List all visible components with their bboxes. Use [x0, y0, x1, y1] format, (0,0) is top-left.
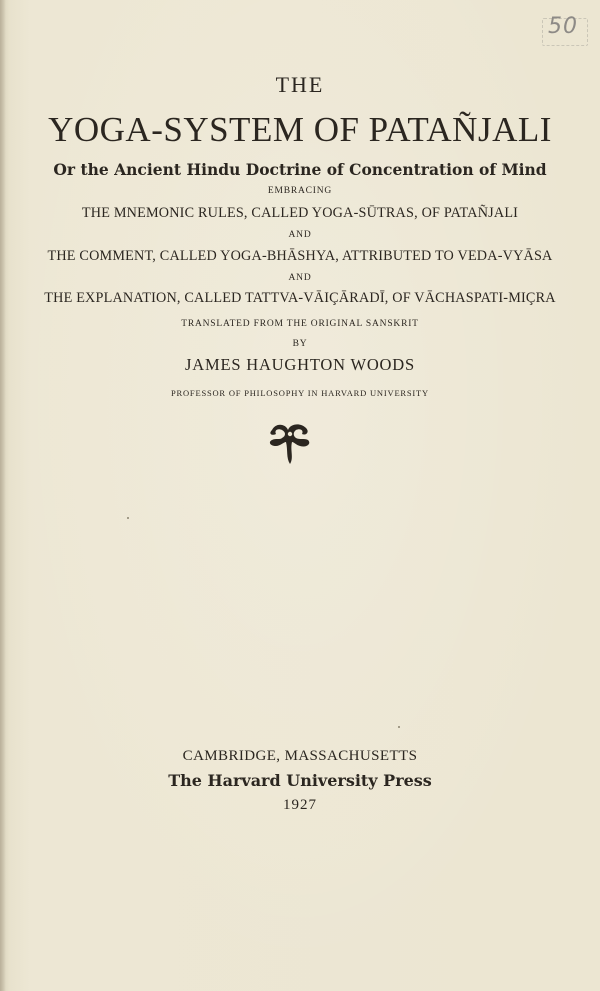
- content-line-explanation: THE EXPLANATION, CALLED TATTVA-VĀIÇĀRADĪ, OF VĀCHASPATI-MIÇRA: [44, 290, 556, 306]
- embracing-label: EMBRACING: [267, 186, 333, 196]
- by-label: BY: [292, 339, 308, 349]
- book-subtitle: Or the Ancient Hindu Doctrine of Concentration of Mind: [53, 160, 547, 179]
- publisher-name: The Harvard University Press: [168, 771, 432, 790]
- title-article: THE: [275, 72, 325, 97]
- fleuron-icon: [266, 420, 314, 466]
- and-label-2: AND: [288, 273, 312, 283]
- content-line-bhashya: THE COMMENT, CALLED YOGA-BHĀSHYA, ATTRIBUTED TO VEDA-VYĀSA: [47, 248, 553, 264]
- author-affiliation: PROFESSOR OF PHILOSOPHY IN HARVARD UNIVERSITY: [170, 388, 429, 398]
- translation-note: TRANSLATED FROM THE ORIGINAL SANSKRIT: [181, 319, 419, 329]
- content-line-sutras: THE MNEMONIC RULES, CALLED YOGA-SŪTRAS, OF PATAÑJALI: [81, 205, 519, 221]
- paper-speck: [398, 726, 400, 728]
- pencil-annotation: 50: [548, 14, 578, 39]
- book-title: YOGA-SYSTEM OF PATAÑJALI: [48, 110, 552, 149]
- publication-year: 1927: [283, 797, 317, 813]
- publication-city: CAMBRIDGE, MASSACHUSETTS: [182, 748, 418, 764]
- paper-speck: [127, 517, 129, 519]
- and-label-1: AND: [288, 230, 312, 240]
- author-name: JAMES HAUGHTON WOODS: [185, 355, 415, 374]
